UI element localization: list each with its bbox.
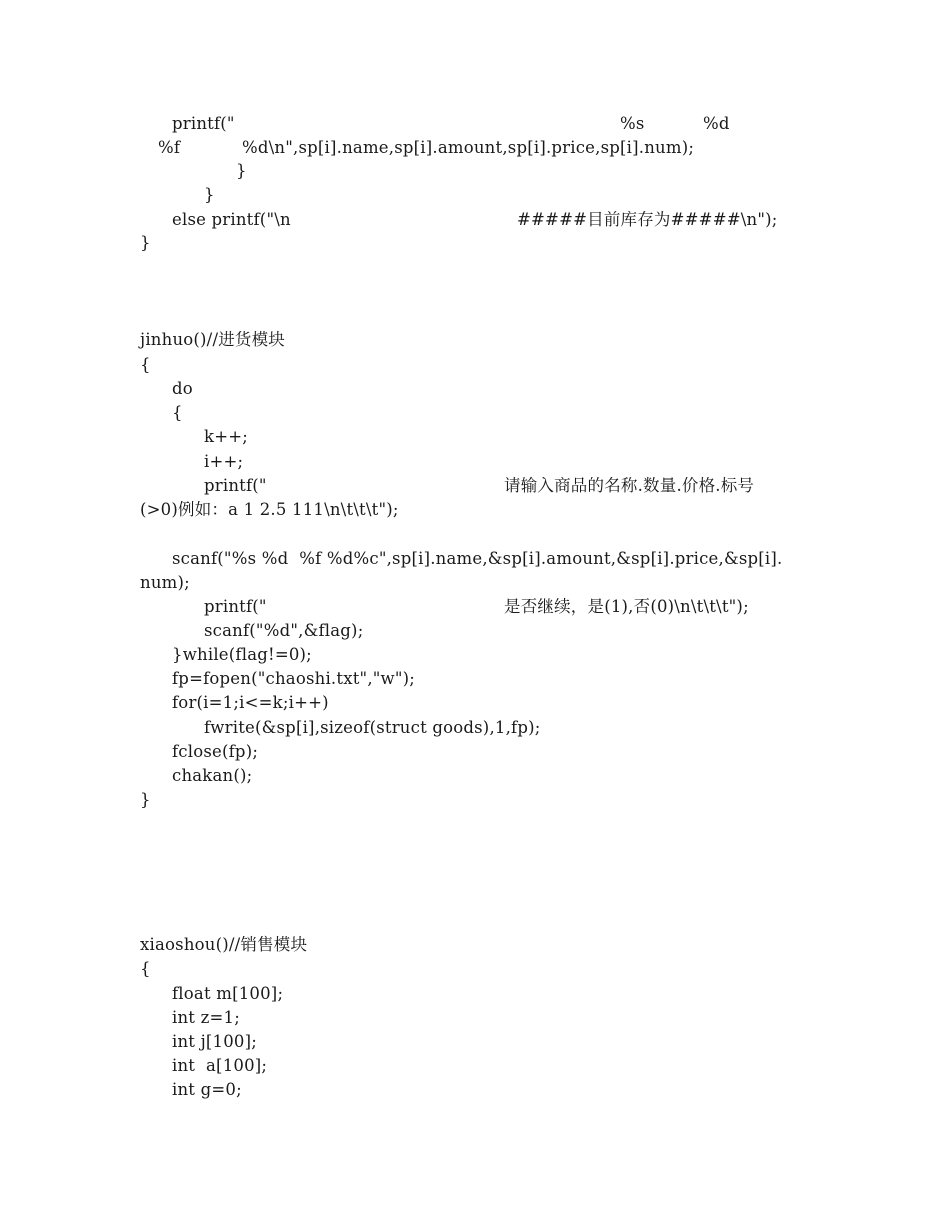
code-line: int g=0; xyxy=(172,1080,242,1099)
code-line: }while(flag!=0); xyxy=(172,645,312,664)
code-line: 是否继续，是(1),否(0)\n\t\t\t"); xyxy=(504,597,749,616)
code-line: #####目前库存为#####\n"); xyxy=(517,210,778,229)
code-line: %s xyxy=(620,114,645,133)
code-line: int z=1; xyxy=(172,1008,240,1027)
code-line: do xyxy=(172,379,193,398)
code-line: for(i=1;i<=k;i++) xyxy=(172,693,329,712)
code-line: } xyxy=(204,185,215,204)
code-line: %d xyxy=(703,114,730,133)
code-line: int j[100]; xyxy=(172,1032,258,1051)
code-line: float m[100]; xyxy=(172,984,284,1003)
code-line: k++; xyxy=(204,427,249,446)
code-line: scanf("%s %d %f %d%c",sp[i].name,&sp[i].amount,&sp[i].price,&sp[i]. xyxy=(172,549,783,568)
code-line: chakan(); xyxy=(172,766,253,785)
code-line: int a[100]; xyxy=(172,1056,268,1075)
code-line: jinhuo()//进货模块 xyxy=(140,330,285,349)
code-line: printf(" xyxy=(204,597,267,616)
code-line: fclose(fp); xyxy=(172,742,259,761)
code-line: xiaoshou()//销售模块 xyxy=(140,935,308,954)
code-line: } xyxy=(236,161,247,180)
code-line: %d\n",sp[i].name,sp[i].amount,sp[i].price,sp[i].num); xyxy=(242,138,695,157)
code-line: printf(" xyxy=(172,114,235,133)
code-line: { xyxy=(140,355,151,374)
code-line: (>0)例如：a 1 2.5 111\n\t\t\t"); xyxy=(140,500,399,519)
code-line: fwrite(&sp[i],sizeof(struct goods),1,fp); xyxy=(204,718,541,737)
code-line: 请输入商品的名称.数量.价格.标号 xyxy=(504,476,755,495)
code-line: num); xyxy=(140,573,190,592)
code-line: { xyxy=(172,403,183,422)
code-line: %f xyxy=(158,138,181,157)
code-line: else printf("\n xyxy=(172,210,291,229)
code-line: fp=fopen("chaoshi.txt","w"); xyxy=(172,669,416,688)
code-line: } xyxy=(140,233,151,252)
code-line: printf(" xyxy=(204,476,267,495)
code-line: scanf("%d",&flag); xyxy=(204,621,364,640)
code-line: i++; xyxy=(204,452,244,471)
code-line: { xyxy=(140,959,151,978)
code-line: } xyxy=(140,790,151,809)
